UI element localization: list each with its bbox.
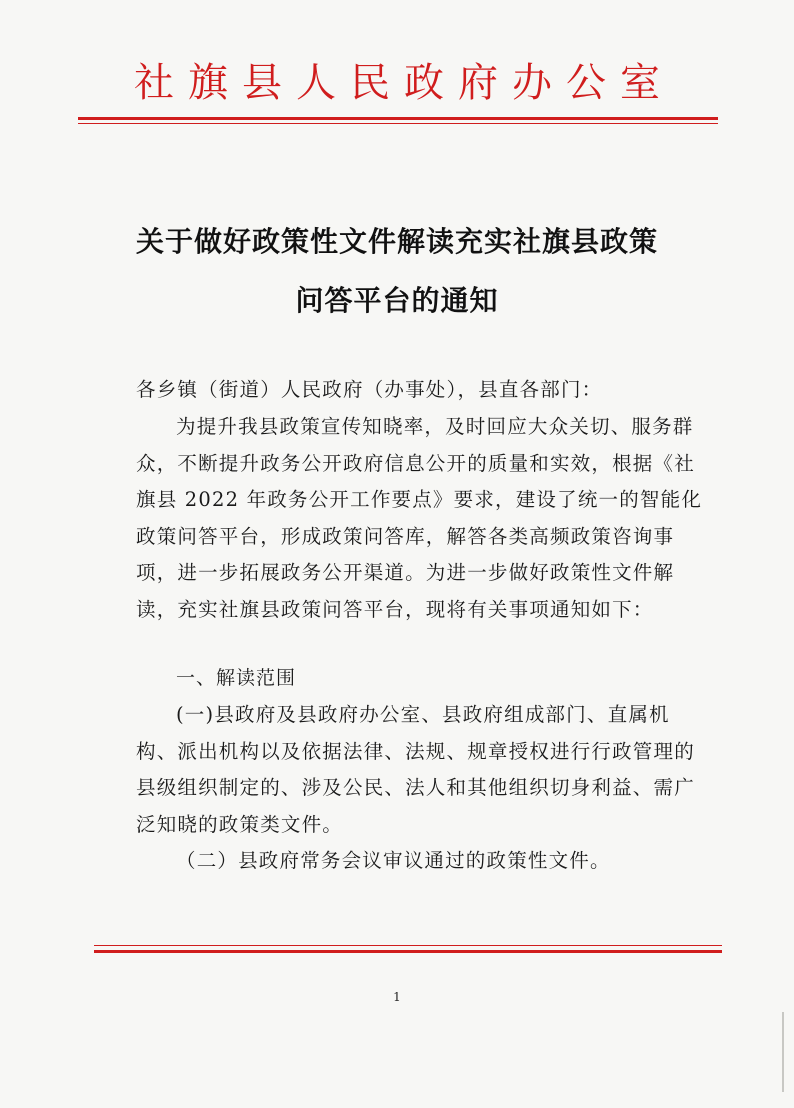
page-number: 1	[393, 990, 401, 1004]
document-title-line-1: 关于做好政策性文件解读充实社旗县政策	[135, 225, 658, 258]
item-1-text: (一)县政府及县政府办公室、县政府组成部门、直属机构、派出机构以及依据法律、法规、规章授权进行行政管理的县级组织制定的、涉及公民、法人和其他组织切身利益、需广泛知晓的政策类文件。	[136, 703, 695, 836]
item-1-block	[136, 697, 708, 843]
item-2-block	[136, 843, 708, 880]
intro-paragraph-block	[136, 409, 708, 628]
document-title-line-2: 问答平台的通知	[295, 284, 499, 317]
organization-header: 社旗县人民政府办公室	[134, 60, 674, 106]
salutation-text: 各乡镇（街道）人民政府（办事处），县直各部门：	[136, 378, 603, 401]
item-2-text: （二）县政府常务会议审议通过的政策性文件。	[176, 849, 611, 872]
header-rule-thick	[78, 117, 718, 120]
header-rule-thin	[78, 123, 718, 124]
section-1-heading: 一、解读范围	[176, 667, 297, 689]
section-1-heading-block	[176, 660, 716, 697]
intro-paragraph: 为提升我县政策宣传知晓率，及时回应大众关切、服务群众，不断提升政务公开政府信息公开的质量和实效，根据《社旗县 2022 年政务公开工作要点》要求，建设了统一的智能化政策问答平台，形成政策问答库，解答各类高频政策咨询事项，进一步拓展政务公开渠道。为进一步做好政策性文件解读，充实社旗县政策问答平台，现将有关事项通知如下：	[136, 415, 703, 621]
salutation	[136, 372, 716, 409]
scan-edge-mark	[782, 1012, 784, 1092]
footer-rule-thick	[94, 950, 722, 953]
footer-rule-thin	[94, 945, 722, 946]
